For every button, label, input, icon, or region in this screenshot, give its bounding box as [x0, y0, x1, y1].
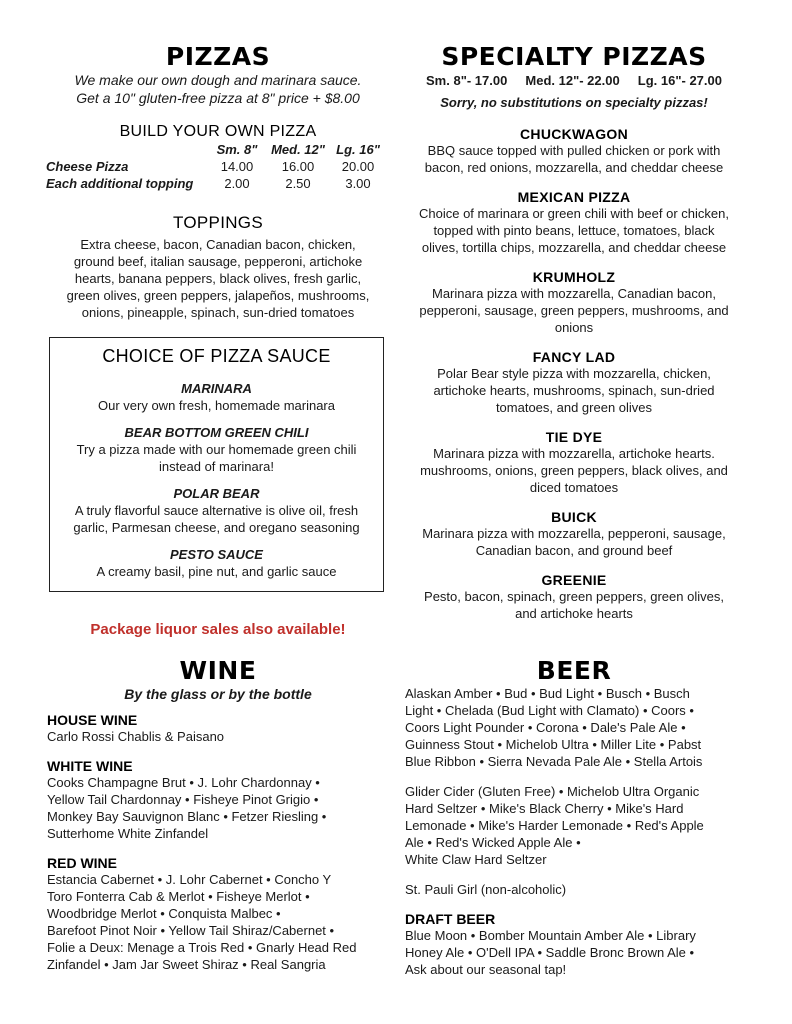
- wine-line: Monkey Bay Sauvignon Blanc • Fetzer Riesling •: [47, 809, 327, 824]
- beer-block-2: [405, 783, 765, 868]
- beer-line: Light • Chelada (Bud Light with Clamato) • Coors •: [405, 703, 694, 718]
- size-medium-header: Med. 12": [271, 142, 325, 157]
- list-item: [384, 189, 764, 256]
- wine-line: Woodbridge Merlot • Conquista Malbec •: [47, 906, 281, 921]
- beer-line: Honey Ale • O'Dell IPA • Saddle Bronc Brown Ale •: [405, 945, 695, 960]
- sauce-name: BEAR BOTTOM GREEN CHILI: [124, 425, 309, 440]
- price-cell: 3.00: [345, 176, 371, 191]
- toppings-line: green olives, green peppers, jalapeños, mushrooms,: [66, 288, 370, 303]
- beer-line: Blue Ribbon • Sierra Nevada Pale Ale • Stella Artois: [405, 754, 703, 769]
- beer-block-1: [405, 685, 765, 770]
- specialty-title: SPECIALTY PIZZAS: [441, 42, 707, 71]
- beer-list: [405, 685, 765, 978]
- specialty-name: FANCY LAD: [532, 349, 616, 365]
- wine-line: Estancia Cabernet • J. Lohr Cabernet • Concho Y: [47, 872, 332, 887]
- sauce-desc: Try a pizza made with our homemade green chili: [76, 442, 357, 457]
- price-cell: 2.50: [285, 176, 311, 191]
- specialty-desc: olives, tortilla chips, mozzarella, and cheddar cheese: [421, 240, 727, 255]
- beer-line: Coors Light Pounder • Corona • Dale's Pale Ale •: [405, 720, 686, 735]
- wine-line: Cooks Champagne Brut • J. Lohr Chardonnay •: [47, 775, 320, 790]
- toppings-line: onions, pineapple, spinach, sun-dried tomatoes: [81, 305, 355, 320]
- wine-section-red: [47, 855, 407, 973]
- table-row: [46, 158, 386, 175]
- wine-line: Barefoot Pinot Noir • Yellow Tail Shiraz/Cabernet •: [47, 923, 335, 938]
- specialty-desc: artichoke hearts, mushrooms, spinach, sun-dried: [433, 383, 715, 398]
- wine-line: Carlo Rossi Chablis & Paisano: [47, 729, 225, 744]
- sauce-desc: A creamy basil, pine nut, and garlic sauce: [96, 564, 337, 579]
- row-label: Cheese Pizza: [46, 159, 129, 174]
- price-cell: 20.00: [341, 159, 375, 174]
- beer-line: Lemonade • Mike's Harder Lemonade • Red's Apple: [405, 818, 704, 833]
- list-item: [384, 572, 764, 622]
- wine-section-house: [47, 712, 407, 745]
- specialty-desc: tomatoes, and green olives: [495, 400, 653, 415]
- specialty-desc: topped with pinto beans, lettuce, tomatoes, black: [433, 223, 715, 238]
- liquor-note: Package liquor sales also available!: [90, 621, 346, 638]
- wine-title: WINE: [179, 656, 257, 685]
- size-large-header: Lg. 16": [336, 142, 380, 157]
- specialty-list: [384, 126, 764, 622]
- specialty-desc: Marinara pizza with mozzarella, pepperoni, sausage,: [422, 526, 726, 541]
- specialty-desc: Choice of marinara or green chili with beef or chicken,: [419, 206, 729, 221]
- toppings-line: ground beef, italian sausage, pepperoni, artichoke: [73, 254, 363, 269]
- beer-line: Alaskan Amber • Bud • Bud Light • Busch • Busch: [405, 686, 690, 701]
- sauce-name: PESTO SAUCE: [170, 547, 263, 562]
- sauce-title: CHOICE OF PIZZA SAUCE: [102, 346, 331, 366]
- wine-line: Folie a Deux: Menage a Trois Red • Gnarly Head Red: [47, 940, 357, 955]
- beer-line: Glider Cider (Gluten Free) • Michelob Ultra Organic: [405, 784, 700, 799]
- wine-section-title: WHITE WINE: [47, 758, 133, 774]
- beer-line: Ask about our seasonal tap!: [405, 962, 567, 977]
- sauce-desc: Our very own fresh, homemade marinara: [98, 398, 335, 413]
- price-cell: 2.00: [224, 176, 250, 191]
- row-label: Each additional topping: [46, 176, 194, 191]
- sauce-name: POLAR BEAR: [173, 486, 260, 501]
- specialty-desc: Marinara pizza with mozzarella, artichoke hearts.: [433, 446, 715, 461]
- toppings-section: [20, 213, 416, 321]
- specialty-desc: pepperoni, sausage, green peppers, mushrooms, and: [419, 303, 729, 318]
- sauce-name: MARINARA: [181, 381, 252, 396]
- list-item: [384, 126, 764, 176]
- wine-line: Zinfandel • Jam Jar Sweet Shiraz • Real Sangria: [47, 957, 326, 972]
- specialty-name: TIE DYE: [545, 429, 603, 445]
- specialty-desc: onions: [554, 320, 594, 335]
- byo-header-row: [46, 141, 386, 158]
- specialty-desc: Polar Bear style pizza with mozzarella, chicken,: [437, 366, 711, 381]
- specialty-name: GREENIE: [541, 572, 607, 588]
- wine-section-white: [47, 758, 407, 842]
- pizzas-intro-2: Get a 10" gluten-free pizza at 8" price + $8.00: [76, 90, 360, 106]
- non-alcoholic-beer: St. Pauli Girl (non-alcoholic): [405, 882, 567, 897]
- specialty-desc: mushrooms, onions, green peppers, black olives, and: [420, 463, 728, 478]
- sauce-desc: instead of marinara!: [159, 459, 274, 474]
- draft-beer-section: [405, 911, 765, 978]
- price-cell: 16.00: [281, 159, 315, 174]
- list-item: [384, 269, 764, 336]
- beer-line: Ale • Red's Wicked Apple Ale •: [405, 835, 581, 850]
- specialty-note: Sorry, no substitutions on specialty pizzas!: [440, 95, 708, 110]
- beer-line: Hard Seltzer • Mike's Black Cherry • Mike's Hard: [405, 801, 684, 816]
- pizzas-intro-1: We make our own dough and marinara sauce.: [74, 72, 362, 88]
- beer-line: Guinness Stout • Michelob Ultra • Miller Lite • Pabst: [405, 737, 702, 752]
- wine-section-title: HOUSE WINE: [47, 712, 138, 728]
- price-cell: 14.00: [220, 159, 254, 174]
- pizzas-title: PIZZAS: [165, 42, 271, 71]
- list-item: [384, 509, 764, 559]
- specialty-desc: BBQ sauce topped with pulled chicken or pork with: [427, 143, 721, 158]
- wine-line: Sutterhome White Zinfandel: [47, 826, 209, 841]
- toppings-line: hearts, banana peppers, black olives, fresh garlic,: [74, 271, 362, 286]
- specialty-name: MEXICAN PIZZA: [517, 189, 631, 205]
- table-row: [46, 175, 386, 192]
- size-small-header: Sm. 8": [216, 142, 258, 157]
- wine-list: [47, 712, 407, 973]
- wine-subtitle: By the glass or by the bottle: [124, 686, 312, 702]
- beer-title: BEER: [536, 656, 612, 685]
- beer-line: Blue Moon • Bomber Mountain Amber Ale • Library: [405, 928, 696, 943]
- sauce-box: [49, 337, 384, 592]
- sauce-desc: garlic, Parmesan cheese, and oregano seasoning: [73, 520, 360, 535]
- toppings-line: Extra cheese, bacon, Canadian bacon, chicken,: [80, 237, 356, 252]
- specialty-desc: and artichoke hearts: [515, 606, 633, 621]
- list-item: [384, 429, 764, 496]
- beer-line: White Claw Hard Seltzer: [405, 852, 547, 867]
- specialty-desc: Pesto, bacon, spinach, green peppers, green olives,: [424, 589, 724, 604]
- byo-price-table: [46, 141, 386, 192]
- specialty-sizes: Sm. 8"- 17.00 Med. 12"- 22.00 Lg. 16"- 27.00: [426, 73, 722, 88]
- specialty-desc: bacon, red onions, mozzarella, and cheddar cheese: [424, 160, 724, 175]
- specialty-desc: Marinara pizza with mozzarella, Canadian bacon,: [432, 286, 716, 301]
- sauce-desc: A truly flavorful sauce alternative is olive oil, fresh: [74, 503, 359, 518]
- wine-section-title: RED WINE: [47, 855, 117, 871]
- toppings-title: TOPPINGS: [173, 213, 263, 232]
- specialty-desc: diced tomatoes: [529, 480, 619, 495]
- byo-title: BUILD YOUR OWN PIZZA: [119, 123, 317, 140]
- wine-line: Yellow Tail Chardonnay • Fisheye Pinot Grigio •: [47, 792, 319, 807]
- list-item: [384, 349, 764, 416]
- specialty-name: KRUMHOLZ: [532, 269, 616, 285]
- wine-line: Toro Fonterra Cab & Merlot • Fisheye Merlot •: [47, 889, 310, 904]
- specialty-name: CHUCKWAGON: [520, 126, 628, 142]
- specialty-name: BUICK: [551, 509, 597, 525]
- draft-beer-title: DRAFT BEER: [405, 911, 496, 927]
- specialty-desc: Canadian bacon, and ground beef: [475, 543, 673, 558]
